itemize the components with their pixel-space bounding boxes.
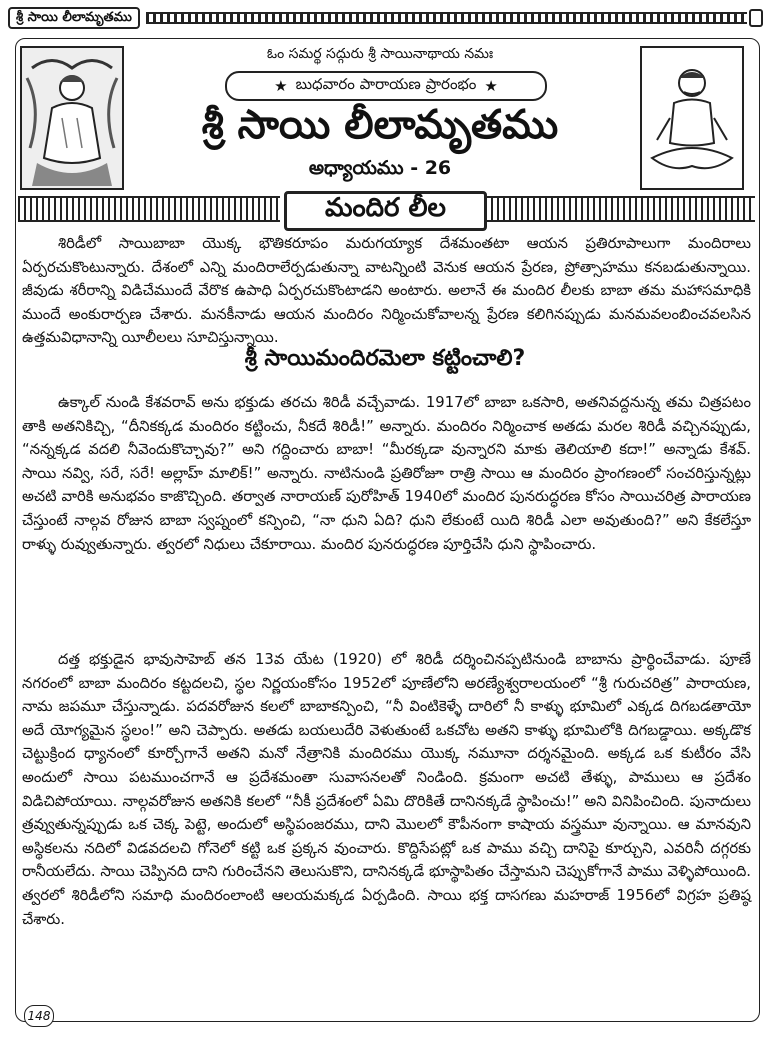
parayana-banner <box>225 71 547 101</box>
author-illustration <box>640 46 744 190</box>
paragraph-keshavrao: ఉక్కాల్ నుండి కేశవరావ్ అను భక్తుడు తరచు శిరిడీ వచ్చేవాడు. 1917లో బాబా ఒకసారి, అతనివద్దనున్న తమ చిత్రపటం తాకి అతనికిచ్చి, “దీనికక్కడ మందిరం కట్టించు, నీకదే శిరిడీ!” అన్నారు. మందిరం నిర్మించాక అతడు మరల శిరిడీ వచ్చినప్పుడు, “నన్నక్కడ వదలి నీవెందుకొచ్చావు?” అని గద్దించారు బాబా! “మీరక్కడా వున్నారని మాకు తెలియాలి కదా!” అన్నాడు కేశవ్. సాయి నవ్వి, సరే, సరే! అల్లాహ్ మాలిక్!” అన్నారు. నాటినుండి ప్రతిరోజూ రాత్రి సాయి ఆ మందిరం ప్రాంగణంలో సంచరిస్తున్నట్లు అచటి వారికి అనుభవం కాజొచ్చింది. తర్వాత నారాయణ్ పురోహిత్ 1940లో మందిర పునరుద్ధరణ కోసం సాయిచరిత్ర పారాయణ చేస్తుంటే నాల్గవ రోజున బాబా స్వప్నంలో కన్పించి, “నా ధుని ఏది? ధుని లేకుంటే యిది శిరిడీ ఎలా అవుతుంది?” అని కేకలేస్తూ రాళ్ళు రువ్వుతున్నారు. త్వరలో నిధులు చేకూరాయి. మందిర పునరుద్ధరణ పూర్తిచేసి ధుని స్థాపించారు. <box>22 394 751 553</box>
invocation-line: ఓం సమర్థ సద్గురు శ్రీ సాయినాథాయ నమః <box>266 46 494 62</box>
section-subheading: శ్రీ సాయిమందిరమెలా కట్టించాలి? <box>244 346 526 371</box>
running-head <box>8 6 763 30</box>
chapter-number: అధ్యాయము - 26 <box>308 157 452 179</box>
star-icon: ★ <box>484 77 498 95</box>
ornamental-rule <box>146 12 747 24</box>
author-drawing-icon <box>642 48 742 188</box>
banner-text: బుధవారం పారాయణ ప్రారంభం <box>295 75 477 93</box>
paragraph-bhausaheb: దత్త భక్తుడైన భావుసాహెబ్ తన 13వ యేట (1920) లో శిరిడీ దర్శించినప్పటినుండి బాబాను ప్రార్థించేవాడు. పూణే నగరంలో బాబా మందిరం కట్టదలచి, స్థల నిర్ణయంకోసం 1952లో పూణేలోని అరణ్యేశ్వరాలయంలో “శ్రీ గురుచరిత్ర” పారాయణ, నామ జపమూ చేస్తున్నాడు. పదవరోజున కలలో బాబాకన్పించి, “నీ వింటికెళ్ళే దారిలో నీ కాళ్ళు భూమిలో ఎక్కడ దిగబడతాయో అదే యోగ్యమైన స్థలం!” అని చెప్పారు. అతడు బయలుదేరి వెళుతుంటే ఒకచోట అతని కాళ్ళు భూమిలోకి దిగబడ్డాయి. అక్కడొక చెట్టుక్రింద ధ్యానంలో కూర్చోగానే అతని మనో నేత్రానికి మందిరము యొక్క నమూనా దర్శనమైంది. అక్కడ ఒక కుటీరం వేసి అందులో సాయి పటముంచగానే ఆ ప్రదేశమంతా సువాసనలతో నిండింది. క్రమంగా అచటి తేళ్ళు, పాములు ఆ ప్రదేశం విడిచిపోయాయి. నాల్గవరోజున అతనికి కలలో “నీకీ ప్రదేశంలో ఏమి దొరికితే దానినక్కడే స్థాపించు!” అని వినిపించింది. పునాదులు త్రవ్వుతున్నప్పుడు ఒక చెక్క పెట్టె, అందులో అస్థిపంజరము, దాని మొలలో కౌపీనంగా కాషాయ వస్త్రమూ వున్నాయి. ఆ మానవుని అస్థికలను నదిలో విడవదలచి గోనెలో కట్టి ఒక ప్రక్కన వుంచారు. కొద్దిసేపట్లో ఒక పాము వచ్చి దానిపై కూర్చుని, ఎవరినీ దగ్గరకు రానీయలేదు. సాయి చెప్పినది దాని గురించేనని తెలుసుకొని, దానినక్కడే భూస్థాపితం చేస్తామని చెప్పుకోగానే పాము వెళ్ళిపోయింది. త్వరలో శిరిడీలోని సమాధి మందిరంలాంటి ఆలయమక్కడ ఏర్పడింది. సాయి భక్త దాసగణు మహరాజ్ 1956లో విగ్రహ ప్రతిష్ఠ చేశారు. <box>22 651 751 928</box>
sai-baba-drawing-icon <box>22 48 122 188</box>
running-head-title: శ్రీ సాయి లీలామృతము <box>8 7 140 29</box>
chapter-heading: మందిర లీల <box>284 191 487 231</box>
book-title: శ్రీ సాయి లీలామృతము <box>201 102 559 148</box>
page-number: 148 <box>24 1005 54 1027</box>
decorative-band-right <box>485 196 755 222</box>
paragraph-intro: శిరిడీలో సాయిబాబా యొక్క భౌతికరూపం మరుగయ్యాక దేశమంతటా ఆయన ప్రతిరూపాలుగా మందిరాలు ఏర్పరచుకొంటున్నారు. దేశంలో ఎన్ని మందిరాలేర్పడుతున్నా వాటన్నింటి వెనుక ఆయన ప్రేరణ, ప్రోత్సాహము కనబడుతున్నాయి. జీవుడు శరీరాన్ని విడిచేముందే వేరొక ఉపాధి ఏర్పరచుకొంటాడని అంటారు. అలానే ఈ మందిర లీలకు బాబా తమ మహాసమాధికి ముందే అంకురార్పణ చేశారు. మనకీనాడు ఆయన మందిరం నిర్మించుకోవాలన్న ప్రేరణ కలిగినప్పుడు మనమవలంబించవలసిన ఉత్తమవిధానాన్ని యీలీలలు సూచిస్తున్నాయి. <box>22 235 751 347</box>
rule-end-ornament <box>749 9 763 27</box>
decorative-band-left <box>18 196 280 222</box>
star-icon: ★ <box>274 77 288 95</box>
sai-baba-illustration <box>20 46 124 190</box>
